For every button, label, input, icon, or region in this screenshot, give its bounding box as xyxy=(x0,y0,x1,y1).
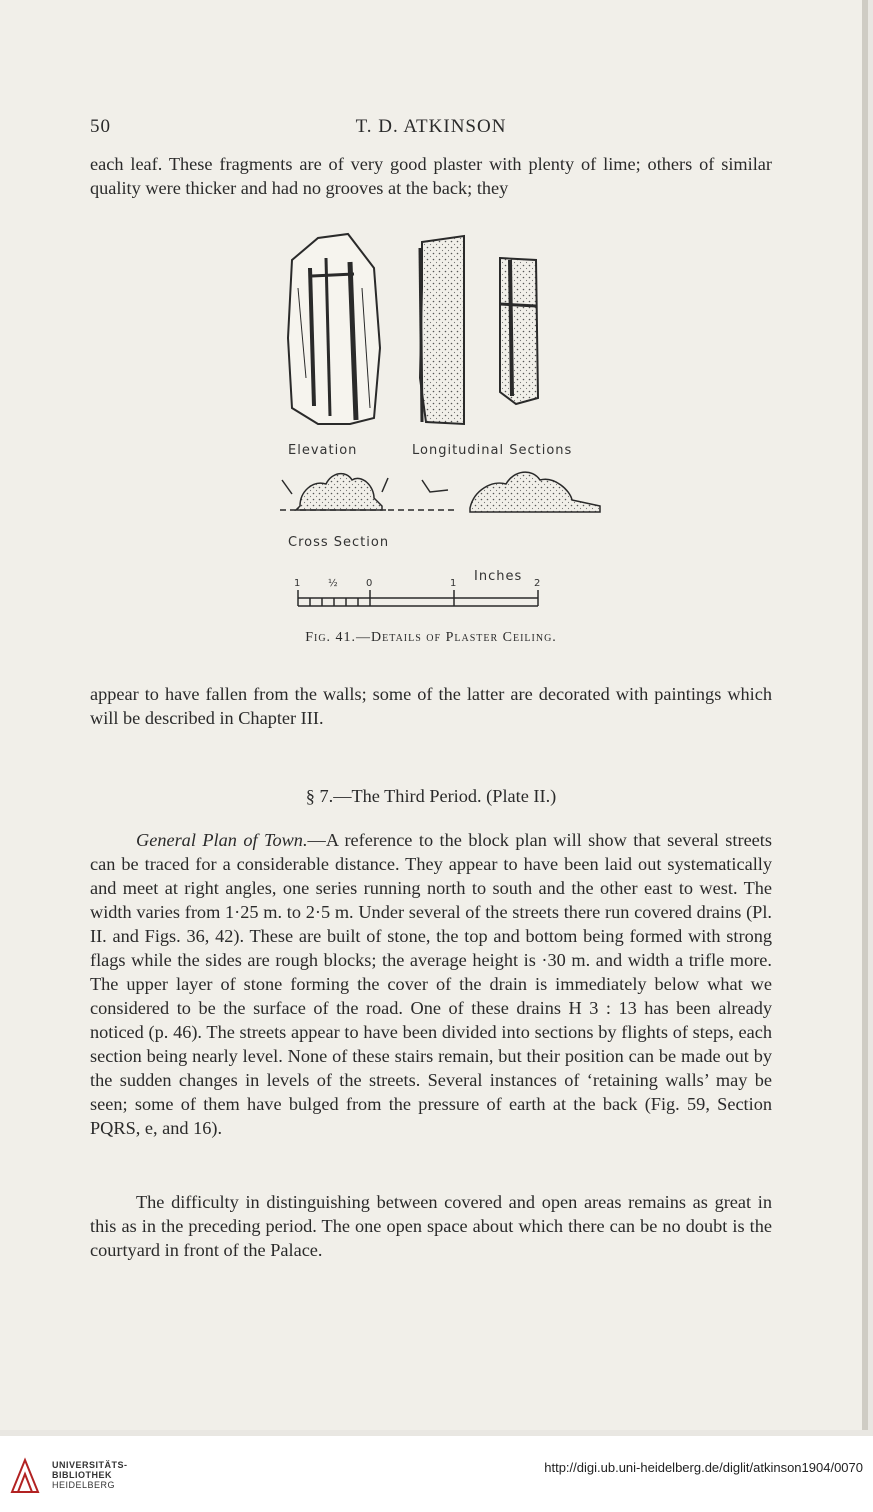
paragraph-difficulty: The difficulty in distinguishing between covered and open areas remains as great in this as in the preceding period. The one open space about which there can be no doubt is the courtyard in front of the Palace. xyxy=(90,1192,772,1260)
cross-section-profile xyxy=(280,472,600,512)
library-line-3: HEIDELBERG xyxy=(52,1480,116,1490)
longitudinal-section-2 xyxy=(500,258,538,404)
footer-bar xyxy=(0,1436,873,1512)
scale-bar xyxy=(298,590,538,606)
library-name xyxy=(52,1460,128,1490)
paragraph-walls: appear to have fallen from the walls; some of the latter are decorated with paintings which will be described in Chapter III. xyxy=(90,684,772,728)
paragraph-lead-italic: General Plan of Town. xyxy=(136,830,308,850)
library-line-1: UNIVERSITÄTS- xyxy=(52,1460,128,1470)
label-elevation: Elevation xyxy=(288,443,358,458)
scale-tick-1: 1 xyxy=(294,578,302,589)
figure-plaster-ceiling xyxy=(270,228,620,648)
label-longitudinal-sections: Longitudinal Sections xyxy=(412,443,573,458)
section-heading: § 7.—The Third Period. (Plate II.) xyxy=(305,786,557,806)
scale-tick-2: 2 xyxy=(534,578,542,589)
scale-tick-1b: 1 xyxy=(450,578,458,589)
elevation-fragment xyxy=(288,234,380,424)
university-library-logo-icon xyxy=(8,1456,42,1496)
page-number: 50 xyxy=(90,116,111,137)
paragraph-general-plan-text: —A reference to the block plan will show that several streets can be traced for a considerable distance. They appear to have been laid out systematically and meet at right angles, one series running north to south and the other east to west. The width varies from 1·25 m. to 2·5 m. Under several of the streets there run covered drains (Pl. II. and Figs. 36, 42). These are built of stone, the top and bottom being formed with strong flags while the sides are rough blocks; the average height is ·30 m. and width a trifle more. The upper layer of stone forming the cover of the drain is immediately below what we considered to be the surface of the road. One of these drains H 3 : 13 has been already noticed (p. 46). The streets appear to have been divided into sections by flights of steps, each section being nearly level. None of these stairs remain, but their position can be made out by the sudden changes in levels of the streets. Several instances of ‘retaining walls’ may be seen; some of them have bulged from the pressure of earth at the back (Fig. 59, Section PQRS, e, and 16). xyxy=(90,830,772,1138)
library-line-2: BIBLIOTHEK xyxy=(52,1470,112,1480)
running-head: T. D. ATKINSON xyxy=(355,116,507,137)
scale-tick-half: ½ xyxy=(328,578,339,589)
paragraph-fragments: each leaf. These fragments are of very good plaster with plenty of lime; others of similar quality were thicker and had no grooves at the back; they xyxy=(90,154,772,198)
page-header xyxy=(90,116,772,142)
figure-caption: Fig. 41.—Details of Plaster Ceiling. xyxy=(305,630,557,645)
label-cross-section: Cross Section xyxy=(288,535,390,550)
source-url-link[interactable]: http://digi.ub.uni-heidelberg.de/diglit/atkinson1904/0070 xyxy=(544,1460,863,1475)
label-inches: Inches xyxy=(474,569,523,584)
longitudinal-section-1 xyxy=(420,236,464,424)
scale-tick-0: 0 xyxy=(366,578,374,589)
plaster-ceiling-drawing xyxy=(270,228,620,628)
paragraph-general-plan xyxy=(90,828,772,1140)
